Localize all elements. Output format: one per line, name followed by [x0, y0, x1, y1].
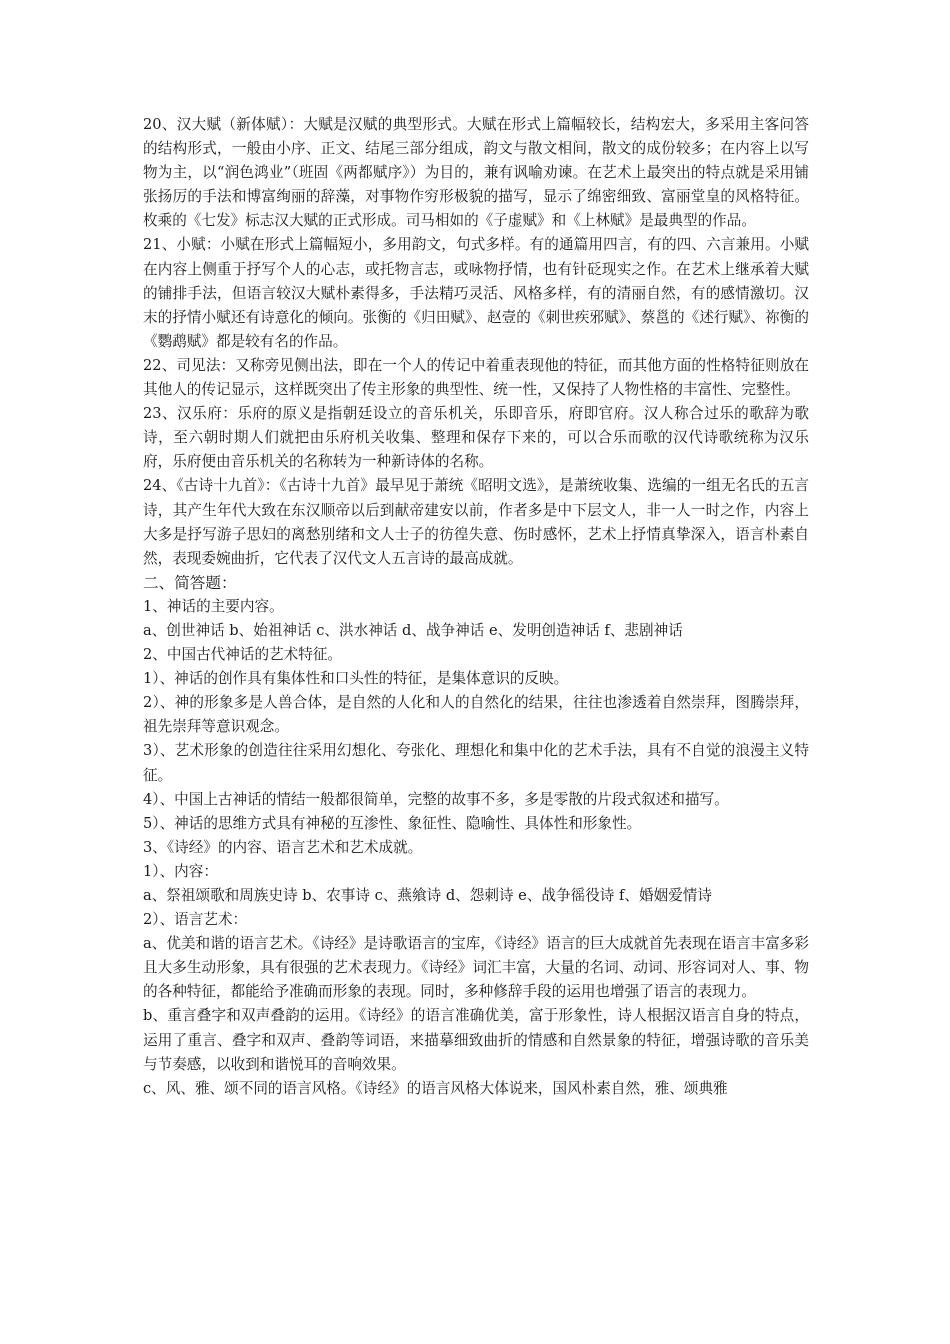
paragraph: 3）、艺术形象的创造往往采用幻想化、夸张化、理想化和集中化的艺术手法，具有不自觉的浪漫主义特征。 — [143, 742, 809, 784]
paragraph: a、创世神话 b、始祖神话 c、洪水神话 d、战争神话 e、发明创造神话 f、悲剧神话 — [143, 621, 683, 639]
paragraph: b、重言叠字和双声叠韵的运用。《诗经》的语言准确优美，富于形象性，诗人根据汉语言自身的特点，运用了重言、叠字和双声、叠韵等词语，来描摹细致曲折的情感和自然景象的特征，增强诗歌的音乐美与节奏感，以收到和谐悦耳的音响效果。 — [143, 1007, 809, 1073]
paragraph: 5）、神话的思维方式具有神秘的互渗性、象征性、隐喻性、具体性和形象性。 — [143, 814, 642, 832]
paragraph: 1）、神话的创作具有集体性和口头性的特征，是集体意识的反映。 — [143, 670, 569, 688]
section-heading: 二、简答题： — [143, 573, 237, 592]
paragraph: 2、中国古代神话的艺术特征。 — [143, 646, 343, 664]
paragraph: 1）、内容： — [143, 862, 218, 880]
paragraph: 2）、语言艺术： — [143, 911, 248, 929]
paragraph: 20、汉大赋（新体赋）：大赋是汉赋的典型形式。大赋在形式上篇幅较长，结构宏大，多采用主客问答的结构形式，一般由小序、正文、结尾三部分组成，韵文与散文相间，散文的成份较多；在内容上以写物为主，以“润色鸿业”（班固《两都赋序》）为目的，兼有讽喻劝谏。在艺术上最突出的特点就是采用铺张扬厉的手法和博富绚丽的辞藻，对事物作穷形极貌的描写，显示了绵密细致、富丽堂皇的风格特征。枚乘的《七发》标志汉大赋的正式形成。司马相如的《子虚赋》和《上林赋》是最典型的作品。 — [143, 116, 809, 230]
document-page — [143, 113, 809, 1101]
paragraph: a、祭祖颂歌和周族史诗 b、农事诗 c、燕飨诗 d、怨刺诗 e、战争徭役诗 f、婚姻爱情诗 — [143, 887, 712, 904]
paragraph: 24、《古诗十九首》：《古诗十九首》最早见于萧统《昭明文选》，是萧统收集、选编的一组无名氏的五言诗，其产生年代大致在东汉顺帝以后到献帝建安以前，作者多是中下层文人，非一人一时之作，内容上大多是抒写游子思妇的离愁别绪和文人士子的彷徨失意、伤时感怀，艺术上抒情真挚深入，语言朴素自然，表现委婉曲折，它代表了汉代文人五言诗的最高成就。 — [143, 477, 809, 567]
paragraph: c、风、雅、颂不同的语言风格。《诗经》的语言风格大体说来，国风朴素自然，雅、颂典雅 — [143, 1079, 728, 1097]
paragraph: a、优美和谐的语言艺术。《诗经》是诗歌语言的宝库，《诗经》语言的巨大成就首先表现在语言丰富多彩且大多生动形象，具有很强的艺术表现力。《诗经》词汇丰富，大量的名词、动词、形容词对人、事、物的各种特征，都能给予准确而形象的表现。同时，多种修辞手段的运用也增强了语言的表现力。 — [143, 935, 809, 1001]
paragraph: 4）、中国上古神话的情结一般都很简单，完整的故事不多，多是零散的片段式叙述和描写。 — [143, 790, 729, 808]
paragraph: 21、小赋：小赋在形式上篇幅短小，多用韵文，句式多样。有的通篇用四言，有的四、六言兼用。小赋在内容上侧重于抒写个人的心志，或托物言志，或咏物抒情，也有针砭现实之作。在艺术上继承着大赋的铺排手法，但语言较汉大赋朴素得多，手法精巧灵活、风格多样，有的清丽自然，有的感情激切。汉末的抒情小赋还有诗意化的倾向。张衡的《归田赋》、赵壹的《刺世疾邪赋》、蔡邕的《述行赋》、祢衡的《鹦鹉赋》都是较有名的作品。 — [143, 236, 809, 350]
paragraph: 2）、神的形象多是人兽合体，是自然的人化和人的自然化的结果，往往也渗透着自然崇拜，图腾崇拜，祖先崇拜等意识观念。 — [143, 694, 809, 736]
paragraph: 1、神话的主要内容。 — [143, 597, 284, 615]
paragraph: 3、《诗经》的内容、语言艺术和艺术成就。 — [143, 838, 423, 856]
paragraph: 23、汉乐府：乐府的原义是指朝廷设立的音乐机关，乐即音乐，府即官府。汉人称合过乐的歌辞为歌诗，至六朝时期人们就把由乐府机关收集、整理和保存下来的，可以合乐而歌的汉代诗歌统称为汉乐府，乐府便由音乐机关的名称转为一种新诗体的名称。 — [143, 405, 809, 471]
paragraph: 22、司见法：又称旁见侧出法，即在一个人的传记中着重表现他的特征，而其他方面的性格特征则放在其他人的传记显示，这样既突出了传主形象的典型性、统一性，又保持了人物性格的丰富性、完整性。 — [143, 356, 809, 399]
